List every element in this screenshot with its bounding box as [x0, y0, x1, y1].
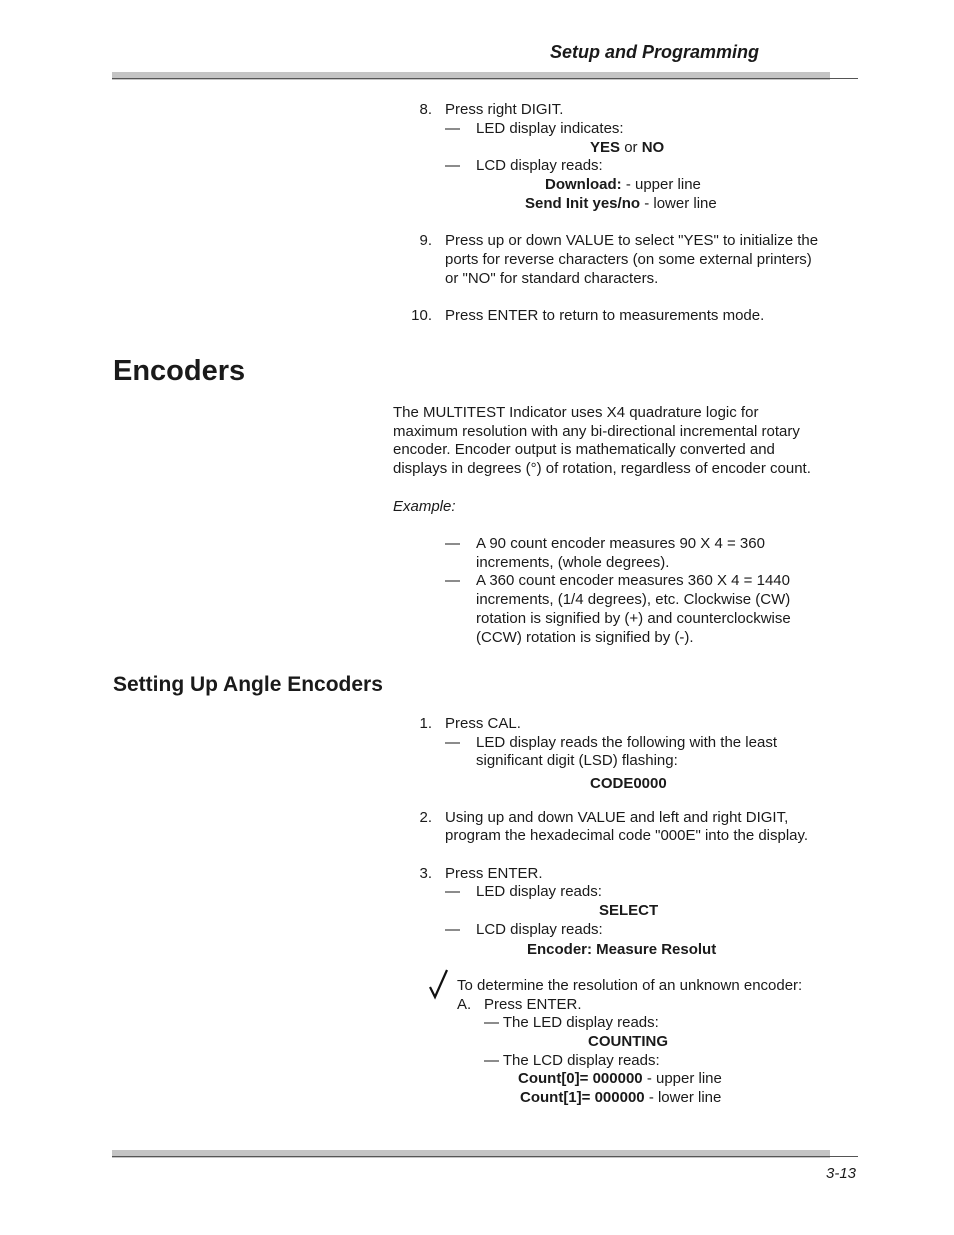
step-text: Press right DIGIT. — [445, 101, 564, 118]
led-value: SELECT — [599, 902, 659, 919]
lcd-value: Encoder: Measure Resolut — [527, 941, 717, 958]
sub-line: significant digit (LSD) flashing: — [476, 752, 678, 769]
led-prefix: LED display reads: — [476, 883, 602, 900]
bullet-line: rotation is signified by (+) and counterclockwise — [476, 610, 791, 627]
step-number: 9. — [419, 232, 432, 249]
example-label: Example: — [393, 498, 456, 515]
led-value: YES or NO — [590, 139, 665, 156]
step-text-line: ports for reverse characters (on some external printers) — [445, 251, 812, 268]
bullet-line: A 90 count encoder measures 90 X 4 = 360 — [476, 535, 765, 552]
page-number: 3-13 — [826, 1165, 857, 1182]
note-led-line: — The LED display reads: — [484, 1014, 659, 1031]
step-text-line: Press up or down VALUE to select "YES" to initialize the — [445, 232, 819, 249]
dash: — — [445, 572, 460, 589]
sub-line: LED display reads the following with the least — [476, 734, 777, 751]
lcd-prefix: LCD display reads: — [476, 921, 603, 938]
step-number: 8. — [419, 101, 432, 118]
bullet-line: (CCW) rotation is signified by (-). — [476, 629, 694, 646]
note-led-value: COUNTING — [588, 1033, 668, 1050]
step-text-line: program the hexadecimal code "000E" into the display. — [445, 827, 809, 844]
subsection-heading: Setting Up Angle Encoders — [113, 673, 383, 696]
dash: — — [445, 157, 460, 174]
lcd-lower-line: Send Init yes/no - lower line — [525, 195, 717, 212]
step-number: 3. — [419, 865, 432, 882]
step-number: 1. — [419, 715, 432, 732]
dash: — — [445, 535, 460, 552]
step-text: Press ENTER. — [445, 865, 543, 882]
paragraph-line: The MULTITEST Indicator uses X4 quadrature logic for — [393, 404, 759, 421]
note-count-lower: Count[1]= 000000 - lower line — [520, 1089, 722, 1106]
step-text-line: or "NO" for standard characters. — [445, 270, 659, 287]
step-text-line: Using up and down VALUE and left and right DIGIT, — [445, 809, 789, 826]
page-header-title: Setup and Programming — [550, 42, 760, 62]
note-step-text: Press ENTER. — [484, 996, 582, 1013]
note-count-upper: Count[0]= 000000 - upper line — [518, 1070, 722, 1087]
checkmark-icon — [428, 968, 450, 1000]
paragraph-line: maximum resolution with any bi-directional incremental rotary — [393, 423, 800, 440]
code-value: CODE0000 — [590, 775, 667, 792]
footer-rule — [112, 1156, 858, 1157]
dash: — — [445, 120, 460, 137]
note-intro: To determine the resolution of an unknown encoder: — [457, 977, 803, 994]
lcd-prefix: LCD display reads: — [476, 157, 603, 174]
bullet-line: increments, (whole degrees). — [476, 554, 670, 571]
header-rule — [112, 78, 858, 79]
bullet-line: A 360 count encoder measures 360 X 4 = 1440 — [476, 572, 790, 589]
note-lcd-line: — The LCD display reads: — [484, 1052, 660, 1069]
led-prefix: LED display indicates: — [476, 120, 624, 137]
note-step-label: A. — [457, 996, 472, 1013]
section-heading: Encoders — [113, 355, 246, 387]
paragraph-line: displays in degrees (°) of rotation, regardless of encoder count. — [393, 460, 811, 477]
dash: — — [445, 883, 460, 900]
dash: — — [445, 921, 460, 938]
step-text: Press ENTER to return to measurements mode. — [445, 307, 765, 324]
step-text: Press CAL. — [445, 715, 521, 732]
step-number: 2. — [419, 809, 432, 826]
paragraph-line: encoder. Encoder output is mathematically converted and — [393, 441, 775, 458]
bullet-line: increments, (1/4 degrees), etc. Clockwise (CW) — [476, 591, 791, 608]
dash: — — [445, 734, 460, 751]
step-number: 10. — [411, 307, 432, 324]
lcd-upper-line: Download: - upper line — [545, 176, 701, 193]
